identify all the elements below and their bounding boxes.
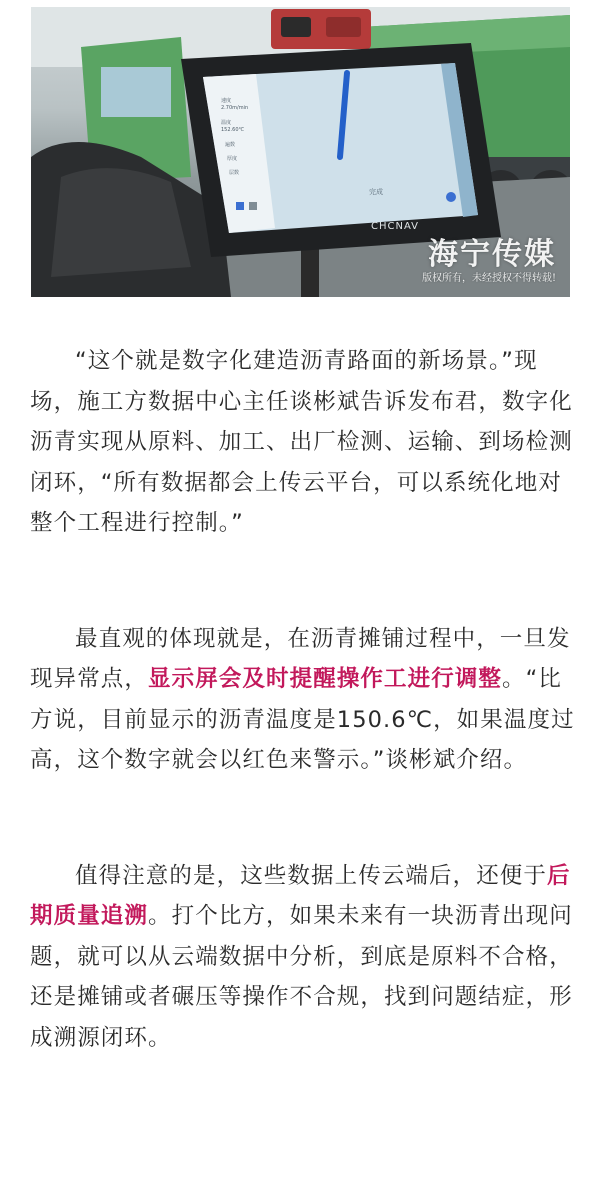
screen-thickness-label: 厚度 [227,156,238,162]
paragraph-3-text-after: 。打个比方，如果未来有一块沥青出现问题，就可以从云端数据中分析，到底是原料不合格，还是摊铺或者碾压等操作不合规，找到问题结症，形成溯源闭环。 [30,903,573,1051]
screen-speed-value: 2.70m/min [221,105,249,111]
watermark-title: 海宁传媒 [428,237,556,272]
device-brand-logo: CHCNAV [371,221,420,232]
paragraph-2-text-after: 。“比方说，目前显示的沥青温度是150.6℃，如果温度过高，这个数字就会以红色来警示。”谈彬斌介绍。 [30,666,575,773]
screen-pass-label: 遍数 [225,142,236,148]
screen-done-button: 完成 [369,188,383,196]
paragraph-1 [30,341,578,544]
screen-speed-label: 速度 [221,98,232,104]
paragraph-3 [30,856,578,1059]
article-body [30,341,578,1058]
paragraph-3-text-before: 值得注意的是，这些数据上传云端后，还便于 [75,862,548,889]
screen-temp-label: 温度 [221,120,232,126]
paragraph-3-highlight: 后期质量追溯 [30,862,571,929]
paragraph-2-text-before: 最直观的体现就是，在沥青摊铺过程中，一旦发现异常点， [30,625,571,692]
watermark-subtitle: 版权所有，未经授权不得转载! [421,273,556,284]
paragraph-2-highlight: 显示屏会及时提醒操作工进行调整 [148,666,503,692]
paragraph-1-text: “这个就是数字化建造沥青路面的新场景。”现场，施工方数据中心主任谈彬斌告诉发布君，数字化沥青实现从原料、加工、出厂检测、运输、到场检测闭环，“所有数据都会上传云平台，可以系统化地对整个工程进行控制。” [30,348,573,536]
article-photo [31,7,570,297]
screen-layer-label: 层数 [229,170,240,176]
paragraph-2 [30,619,578,781]
screen-temp-value: 152.60℃ [221,127,245,133]
